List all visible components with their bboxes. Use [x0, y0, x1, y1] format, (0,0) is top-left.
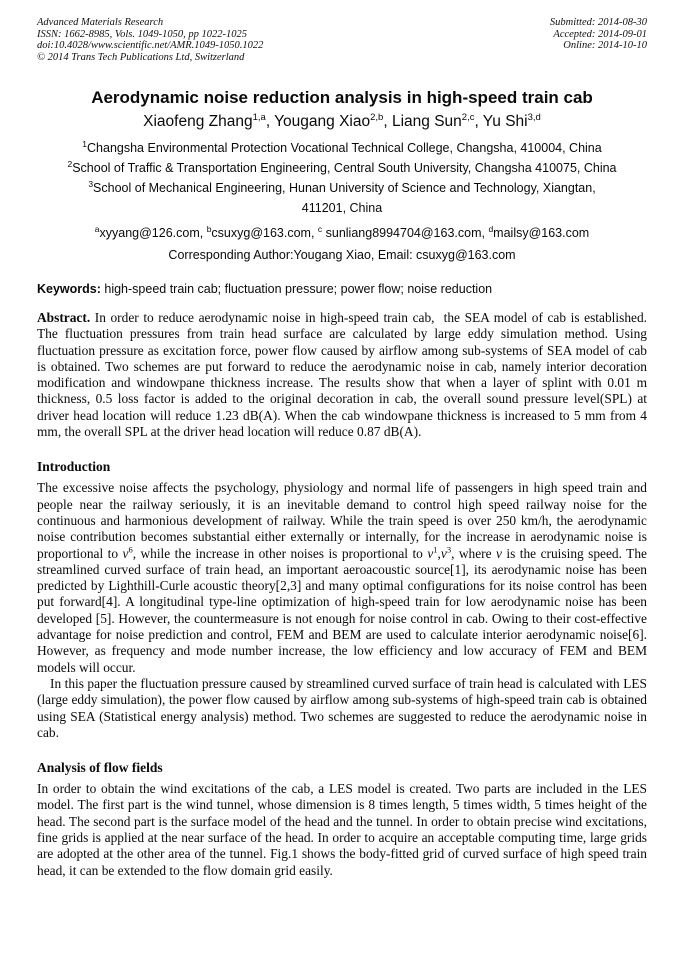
- email-c: sunliang8994704@163.com,: [322, 226, 489, 240]
- paper-title: Aerodynamic noise reduction analysis in high-speed train cab: [91, 88, 593, 107]
- email-sup-b: b: [206, 223, 212, 234]
- intro-p1-seg1: The excessive noise affects the psychology, physiology and normal life of passengers in high speed train and people near the railway seriously, it is an inevitable demand to control high speed railway noise for the continuous and harmonious development of railway. While the train speed is over 250 km/h, the aerodynamic noise contribution becomes substantial either externally or internally, for the increase in aerodynamic noise is proportional to: [37, 480, 647, 561]
- author-sup-1: 1,a: [252, 111, 266, 123]
- journal-name: Advanced Materials Research: [37, 17, 164, 28]
- journal-header: [37, 17, 647, 63]
- abstract-paragraph: [37, 310, 647, 440]
- affiliation-3: [66, 178, 618, 218]
- affiliation-2: [37, 158, 647, 178]
- author-name-1: Xiaofeng Zhang: [143, 113, 253, 130]
- email-a: xyyang@126.com,: [99, 226, 207, 240]
- velocity-symbol: v: [122, 545, 129, 561]
- author-name-4: , Yu Shi: [474, 113, 528, 130]
- email-b: csuxyg@163.com,: [211, 226, 318, 240]
- email-sup-c: c: [317, 223, 323, 234]
- online-date: Online: 2014-10-10: [563, 40, 647, 51]
- corresponding-author-line: Corresponding Author:Yougang Xiao, Email: csuxyg@163.com: [168, 248, 516, 262]
- submission-dates: [550, 17, 647, 63]
- keywords-label: Keywords:: [37, 282, 101, 296]
- affiliation-sup-3: 3: [88, 178, 94, 189]
- introduction-paragraph-1: [37, 480, 647, 676]
- journal-copyright: © 2014 Trans Tech Publications Ltd, Switzerland: [37, 51, 245, 63]
- velocity-exponent-6: 6: [128, 544, 133, 555]
- author-name-2: , Yougang Xiao: [265, 113, 371, 130]
- velocity-symbol: v: [496, 545, 502, 561]
- author-name-3: , Liang Sun: [383, 113, 462, 130]
- velocity-symbol: v: [427, 545, 434, 561]
- intro-p1-separator: ,: [437, 545, 441, 561]
- affiliation-text-3: School of Mechanical Engineering, Hunan University of Science and Technology, Xiangtan, 411201, China: [93, 181, 596, 215]
- keywords-text: high-speed train cab; fluctuation pressure; power flow; noise reduction: [100, 282, 493, 296]
- email-sup-a: a: [94, 223, 100, 234]
- submitted-date: Submitted: 2014-08-30: [549, 17, 647, 28]
- velocity-symbol: v: [440, 545, 447, 561]
- intro-p1-seg3: , where: [451, 545, 497, 561]
- email-sup-d: d: [488, 223, 494, 234]
- affiliation-sup-1: 1: [82, 138, 88, 149]
- journal-doi: doi:10.4028/www.scientific.net/AMR.1049-1050.1022: [37, 40, 264, 51]
- email-line: [37, 223, 647, 241]
- introduction-heading: Introduction: [37, 459, 111, 475]
- journal-issn-volume: ISSN: 1662-8985, Vols. 1049-1050, pp 1022-1025: [37, 28, 247, 40]
- email-d: mailsy@163.com: [493, 226, 590, 240]
- affiliation-sup-2: 2: [67, 158, 73, 169]
- affiliation-text-2: School of Traffic & Transportation Engineering, Central South University, Changsha 410075, China: [72, 161, 617, 175]
- author-sup-3: 2,c: [461, 111, 475, 123]
- velocity-exponent-3: 3: [446, 544, 452, 555]
- accepted-date: Accepted: 2014-09-01: [553, 28, 647, 40]
- introduction-paragraph-2: In this paper the fluctuation pressure caused by streamlined curved surface of train head is calculated with LES (large eddy simulation), the power flow caused by airflow among sub-systems of high-speed train cab is obtained using SEA (Statistical energy analysis) method. Two schemes are suggested to reduce the aerodynamic noise in cab.: [37, 675, 647, 740]
- intro-p1-seg2: , while the increase in other noises is proportional to: [132, 545, 428, 561]
- author-sup-4: 3,d: [527, 111, 541, 123]
- velocity-exponent-1: 1: [433, 544, 438, 555]
- analysis-heading: Analysis of flow fields: [37, 760, 163, 776]
- analysis-paragraph-1: In order to obtain the wind excitations of the cab, a LES model is created. Two parts are included in the LES model. The first part is the wind tunnel, whose dimension is 8 times length, 5 times width, 5 times height of the head. The second part is the surface model of the head and the tunnel. In order to obtain precise wind excitations, fine grids is applied at the near surface of the head. In order to acquire an acceptable computing time, large grids are adopted at the other area of the tunnel. Fig.1 shows the body-fitted grid of curved surface of high speed train head, it can be extended to the flow domain grid easily.: [37, 781, 647, 878]
- affiliation-list: [37, 138, 647, 218]
- keywords-line: [37, 282, 647, 297]
- affiliation-text-1: Changsha Environmental Protection Vocational Technical College, Changsha, 410004, China: [87, 141, 602, 155]
- affiliation-1: [37, 138, 647, 158]
- abstract-text: In order to reduce aerodynamic noise in high-speed train cab, the SEA model of cab is established. The fluctuation pressures from train head surface are calculated by large eddy simulation method. Using fluctuation pressure as excitation force, power flow caused by airflow among sub-systems of SEA model of cab is obtained. Two schemes are put forward to reduce the aerodynamic noise in cab, namely interior decoration modification and windowpane thickness increase. The results show that when a layer of splint with 0.01 m thickness, 0.5 loss factor is added to the original decoration in cab, the overall sound pressure level(SPL) at driver head location will reduce 1.23 dB(A). When the cab windowpane thickness is increased to 5 mm from 4 mm, the overall SPL at the driver head location will reduce 0.87 dB(A).: [37, 310, 647, 440]
- author-line: [37, 112, 647, 131]
- intro-p1-seg4: is the cruising speed. The streamlined curved surface of train head, an important aeroacoustic source[1], its aerodynamic noise has been predicted by Lighthill-Curle acoustic theory[2,3] and many optimal configurations for its noise control has been put forward[4]. A longitudinal type-line optimization of high-speed train for low aerodynamic noise has been developed [5]. However, the countermeasure is not enough for noise control in cab. Owing to their cost-effective advantage for noise prediction and control, FEM and BEM are used to calculate interior aerodynamic noise[6]. However, as frequency and mode number increase, the low efficiency and low accuracy of FEM and BEM models will occur.: [37, 545, 647, 675]
- author-sup-2: 2,b: [370, 111, 384, 123]
- abstract-label: Abstract.: [37, 310, 91, 325]
- journal-info: [37, 17, 263, 63]
